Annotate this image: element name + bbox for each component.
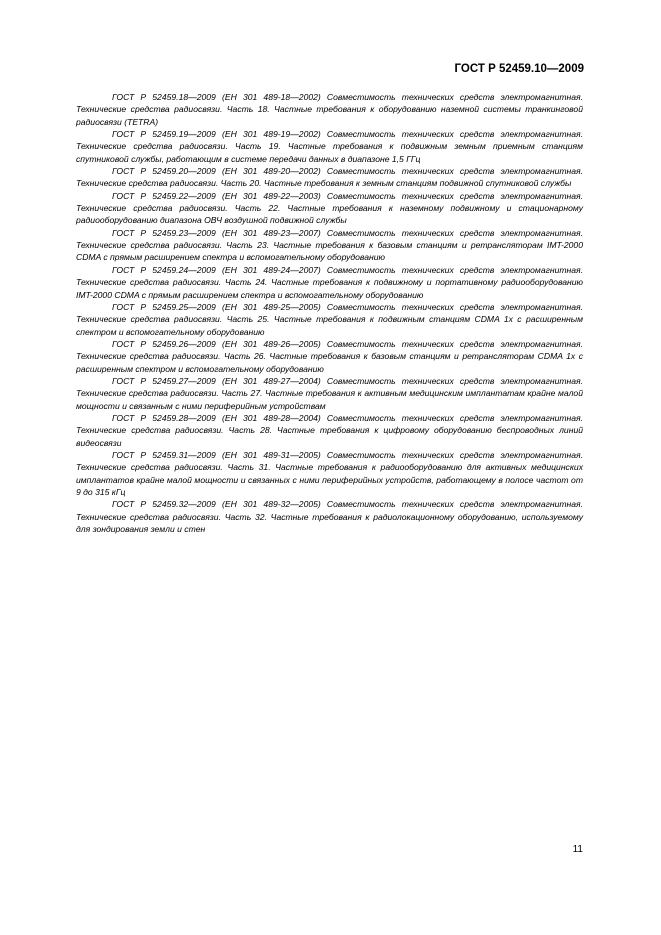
reference-item: ГОСТ Р 52459.28—2009 (ЕН 301 489-28—2004) Совместимость технических средств электромагнитная. Технические средства радиосвязи. Часть 28. Частные требования к цифровому оборудованию беспроводных линий видеосвязи — [76, 412, 583, 448]
document-header: ГОСТ Р 52459.10—2009 — [454, 63, 584, 75]
reference-item: ГОСТ Р 52459.27—2009 (ЕН 301 489-27—2004) Совместимость технических средств электромагнитная. Технические средства радиосвязи. Часть 27. Частные требования к активным медицинским имплантатам крайне малой мощности и связанным с ними периферийным устройствам — [76, 375, 583, 411]
reference-item: ГОСТ Р 52459.20—2009 (ЕН 301 489-20—2002) Совместимость технических средств электромагнитная. Технические средства радиосвязи. Часть 20. Частные требования к земным станциям подвижной спутниковой службы — [76, 166, 583, 189]
reference-item: ГОСТ Р 52459.23—2009 (ЕН 301 489-23—2007) Совместимость технических средств электромагнитная. Технические средства радиосвязи. Часть 23. Частные требования к базовым станциям и ретрансляторам IMT-2000 CDMA с прямым расширением спектра и вспомогательному оборудованию — [76, 227, 583, 263]
reference-item: ГОСТ Р 52459.22—2009 (ЕН 301 489-22—2003) Совместимость технических средств электромагнитная. Технические средства радиосвязи. Часть 22. Частные требования к наземному подвижному и стационарному радиооборудованию диапазона ОВЧ воздушной подвижной службы — [76, 190, 583, 226]
reference-item: ГОСТ Р 52459.25—2009 (ЕН 301 489-25—2005) Совместимость технических средств электромагнитная. Технические средства радиосвязи. Часть 25. Частные требования к подвижным станциям CDMA 1x с расширенным спектром и вспомогательному оборудованию — [76, 301, 583, 337]
page-number: 11 — [572, 844, 583, 855]
references-list — [76, 91, 583, 535]
reference-item: ГОСТ Р 52459.26—2009 (ЕН 301 489-26—2005) Совместимость технических средств электромагнитная. Технические средства радиосвязи. Часть 26. Частные требования к базовым станциям и ретрансляторам CDMA 1x с расширенным спектром и вспомогательному оборудованию — [76, 338, 583, 374]
reference-item: ГОСТ Р 52459.24—2009 (ЕН 301 489-24—2007) Совместимость технических средств электромагнитная. Технические средства радиосвязи. Часть 24. Частные требования к подвижному и портативному радиооборудованию IMT-2000 CDMA с прямым расширением спектра и вспомогательному оборудованию — [76, 264, 583, 300]
reference-item: ГОСТ Р 52459.18—2009 (ЕН 301 489-18—2002) Совместимость технических средств электромагнитная. Технические средства радиосвязи. Часть 18. Частные требования к оборудованию наземной системы транкинговой радиосвязи (TETRA) — [76, 92, 583, 127]
reference-item: ГОСТ Р 52459.31—2009 (ЕН 301 489-31—2005) Совместимость технических средств электромагнитная. Технические средства радиосвязи. Часть 31. Частные требования к радиооборудованию для активных медицинских имплантатов крайне малой мощности и связанных с ними периферийных устройств, работающему в полосе частот от 9 до 315 кГц — [76, 449, 583, 497]
reference-item: ГОСТ Р 52459.32—2009 (ЕН 301 489-32—2005) Совместимость технических средств электромагнитная. Технические средства радиосвязи. Часть 32. Частные требования к радиолокационному оборудованию, используемому для зондирования земли и стен — [76, 499, 583, 535]
reference-item: ГОСТ Р 52459.19—2009 (ЕН 301 489-19—2002) Совместимость технических средств электромагнитная. Технические средства радиосвязи. Часть 19. Частные требования к подвижным земным приемным станциям спутниковой службы, работающим в системе передачи данных в диапазоне 1,5 ГГц — [76, 129, 583, 164]
